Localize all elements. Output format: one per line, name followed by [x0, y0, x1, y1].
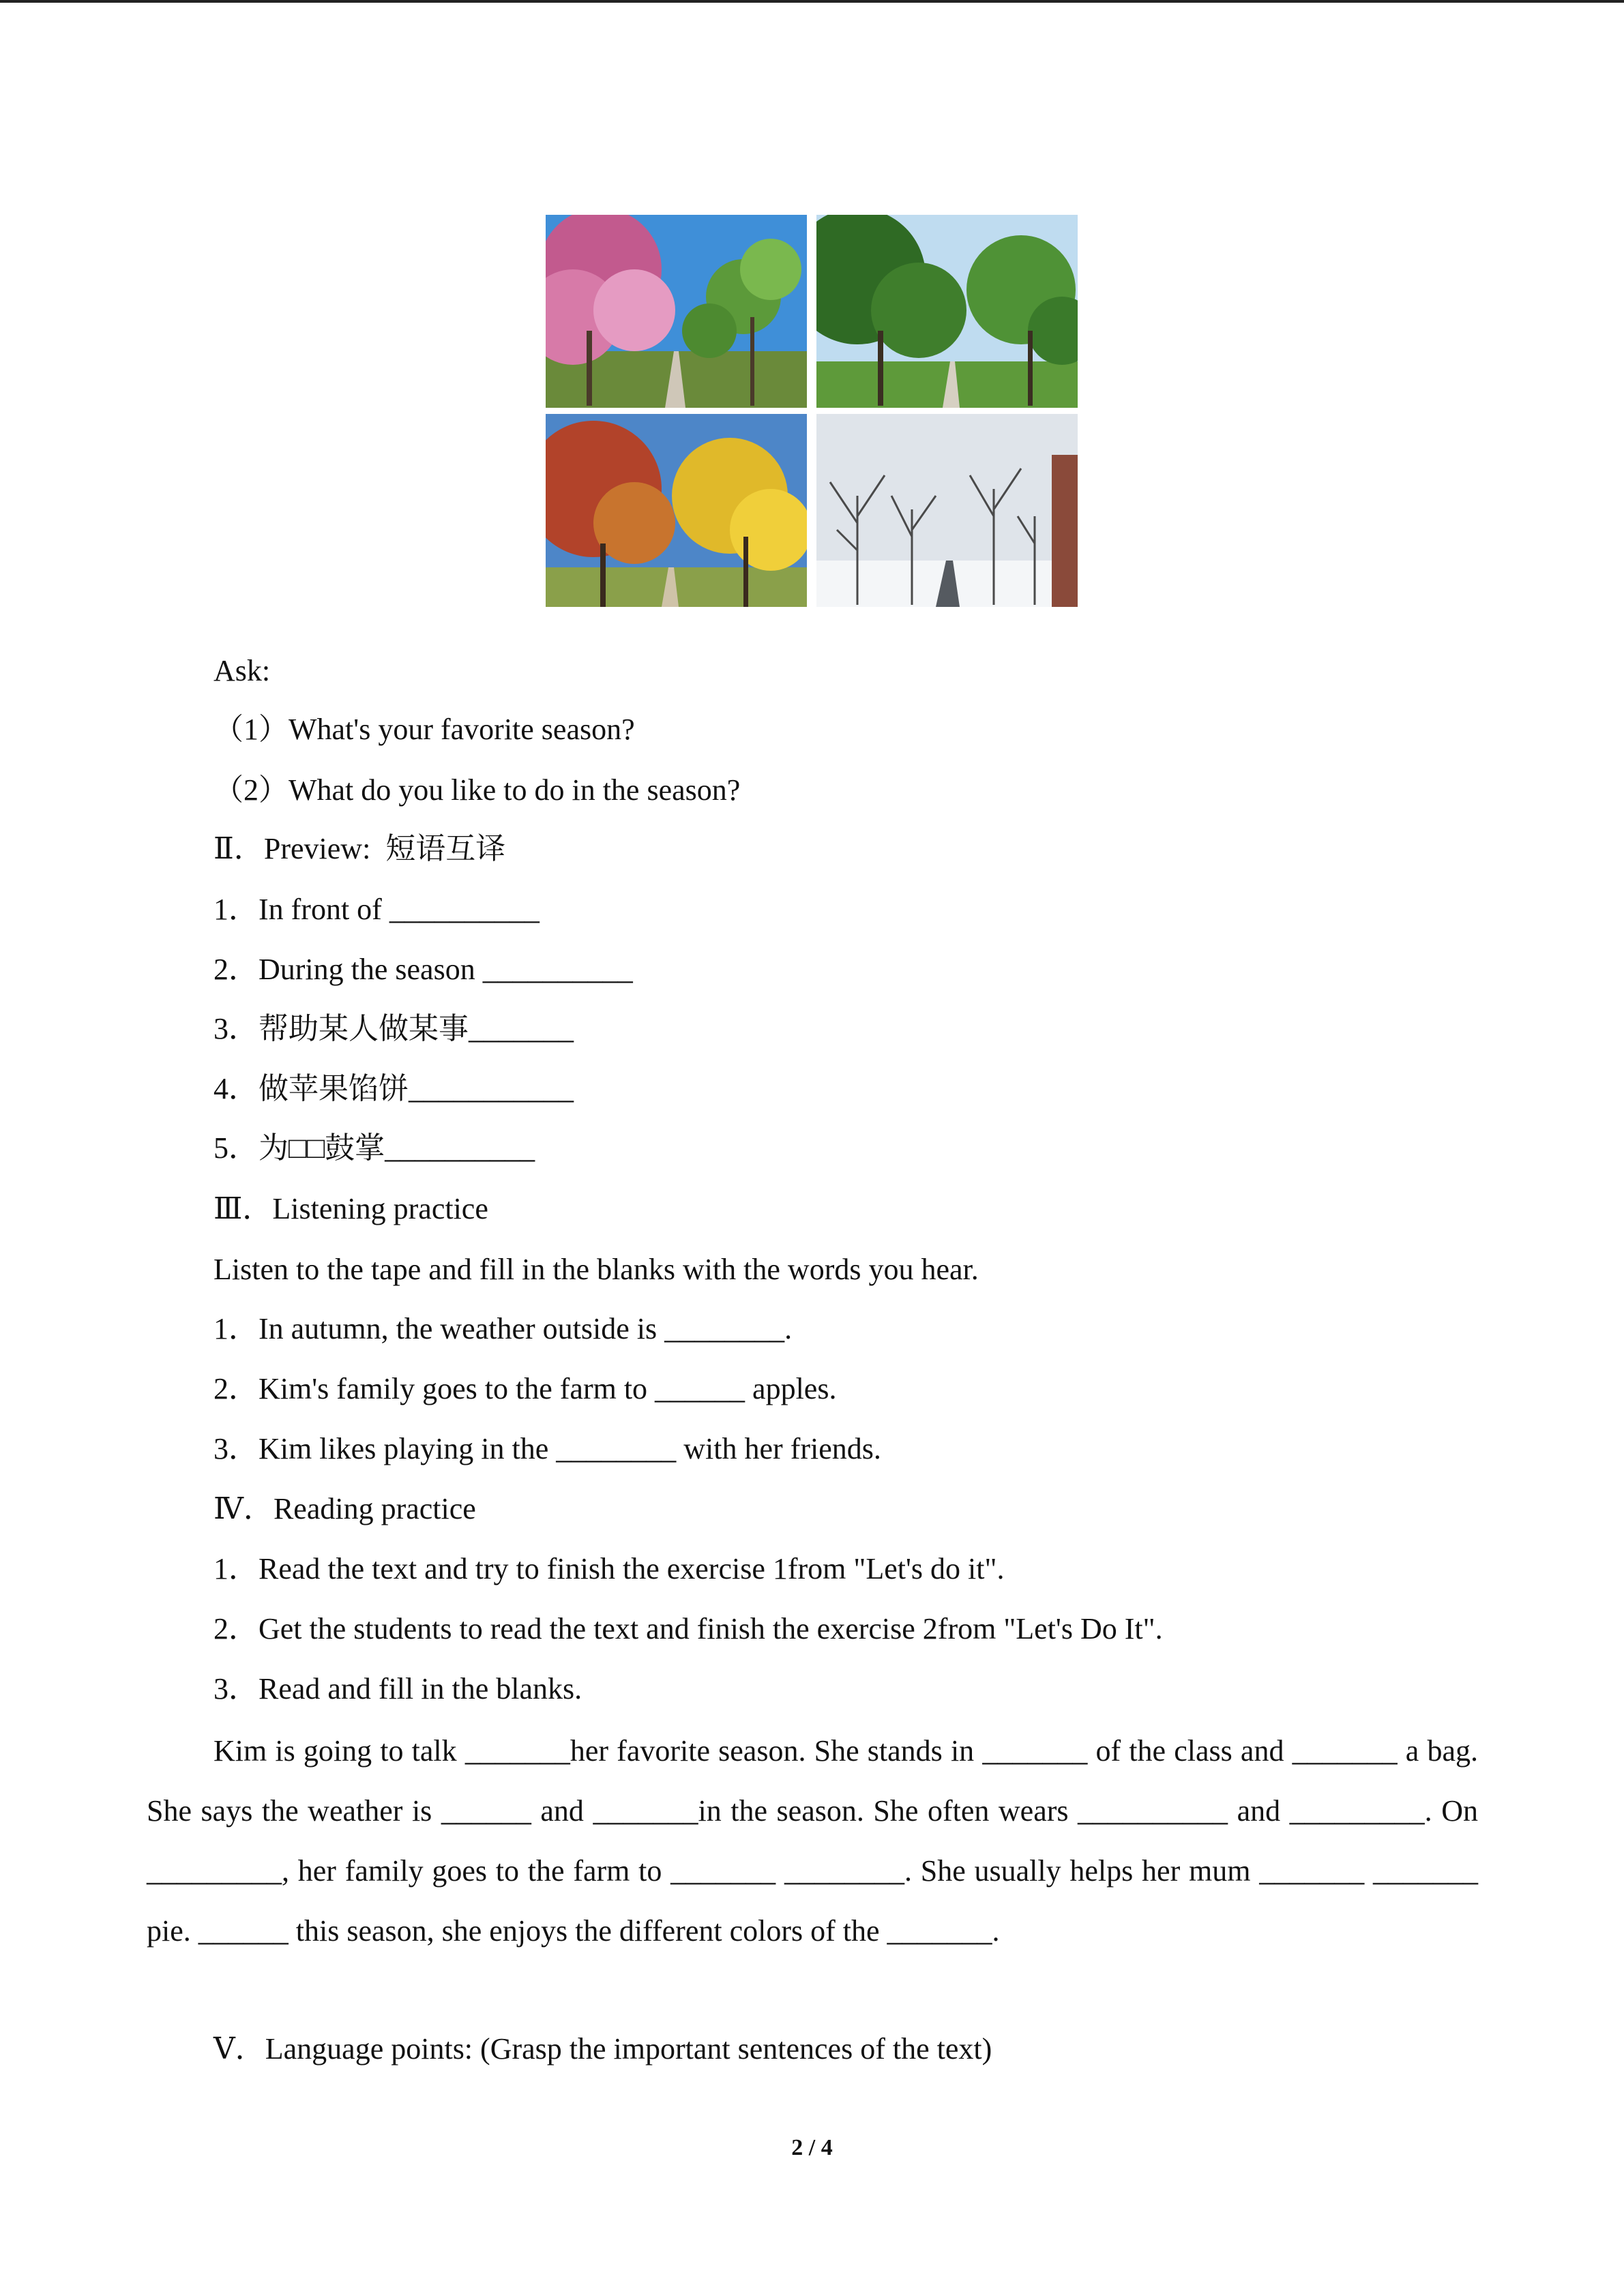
preview-item-5: 5．为□□鼓掌__________ [213, 1131, 535, 1165]
ask-heading: Ask: [213, 654, 271, 687]
summer-photo [816, 215, 1078, 408]
listening-item-1: 1．In autumn, the weather outside is ________. [213, 1312, 793, 1345]
ask-question-2: （2）What do you like to do in the season? [213, 773, 741, 807]
autumn-photo [546, 414, 807, 607]
reading-item-3: 3．Read and fill in the blanks. [213, 1672, 582, 1705]
reading-heading: Ⅳ．Reading practice [213, 1492, 476, 1525]
winter-photo [816, 414, 1078, 607]
preview-item-2: 2．During the season __________ [213, 953, 633, 986]
listening-instruction: Listen to the tape and fill in the blanks with the words you hear. [213, 1253, 979, 1286]
reading-item-1: 1．Read the text and try to finish the exercise 1from "Let's do it". [213, 1552, 1005, 1585]
season-photo-grid [546, 215, 1079, 608]
preview-item-1: 1．In front of __________ [213, 893, 540, 926]
spring-photo [546, 215, 807, 408]
language-heading: Ⅴ．Language points: (Grasp the important sentences of the text) [213, 2032, 992, 2066]
ask-question-1: （1）What's your favorite season? [213, 713, 635, 746]
preview-item-4: 4．做苹果馅饼___________ [213, 1072, 574, 1105]
reading-item-2: 2．Get the students to read the text and finish the exercise 2from "Let's Do It". [213, 1612, 1163, 1645]
preview-item-3: 3．帮助某人做某事_______ [213, 1012, 574, 1045]
page-top-border [0, 0, 1624, 3]
reading-passage: Kim is going to talk _______her favorite season. She stands in _______ of the class and _______ a bag. She says the weather is ______ and _______in the season. She often wears __________ and _________. On _________, her family goes to the farm to _______ ________. She usually helps her mum _______ _______ pie. ______ this season, she enjoys the different colors of the _______. [147, 1734, 1478, 1948]
page-number: 2 / 4 [791, 2135, 833, 2160]
listening-item-3: 3．Kim likes playing in the ________ with her friends. [213, 1432, 881, 1465]
preview-heading: Ⅱ．Preview: 短语互译 [213, 832, 506, 865]
listening-item-2: 2．Kim's family goes to the farm to ______ apples. [213, 1372, 837, 1405]
listening-heading: Ⅲ．Listening practice [213, 1192, 488, 1225]
